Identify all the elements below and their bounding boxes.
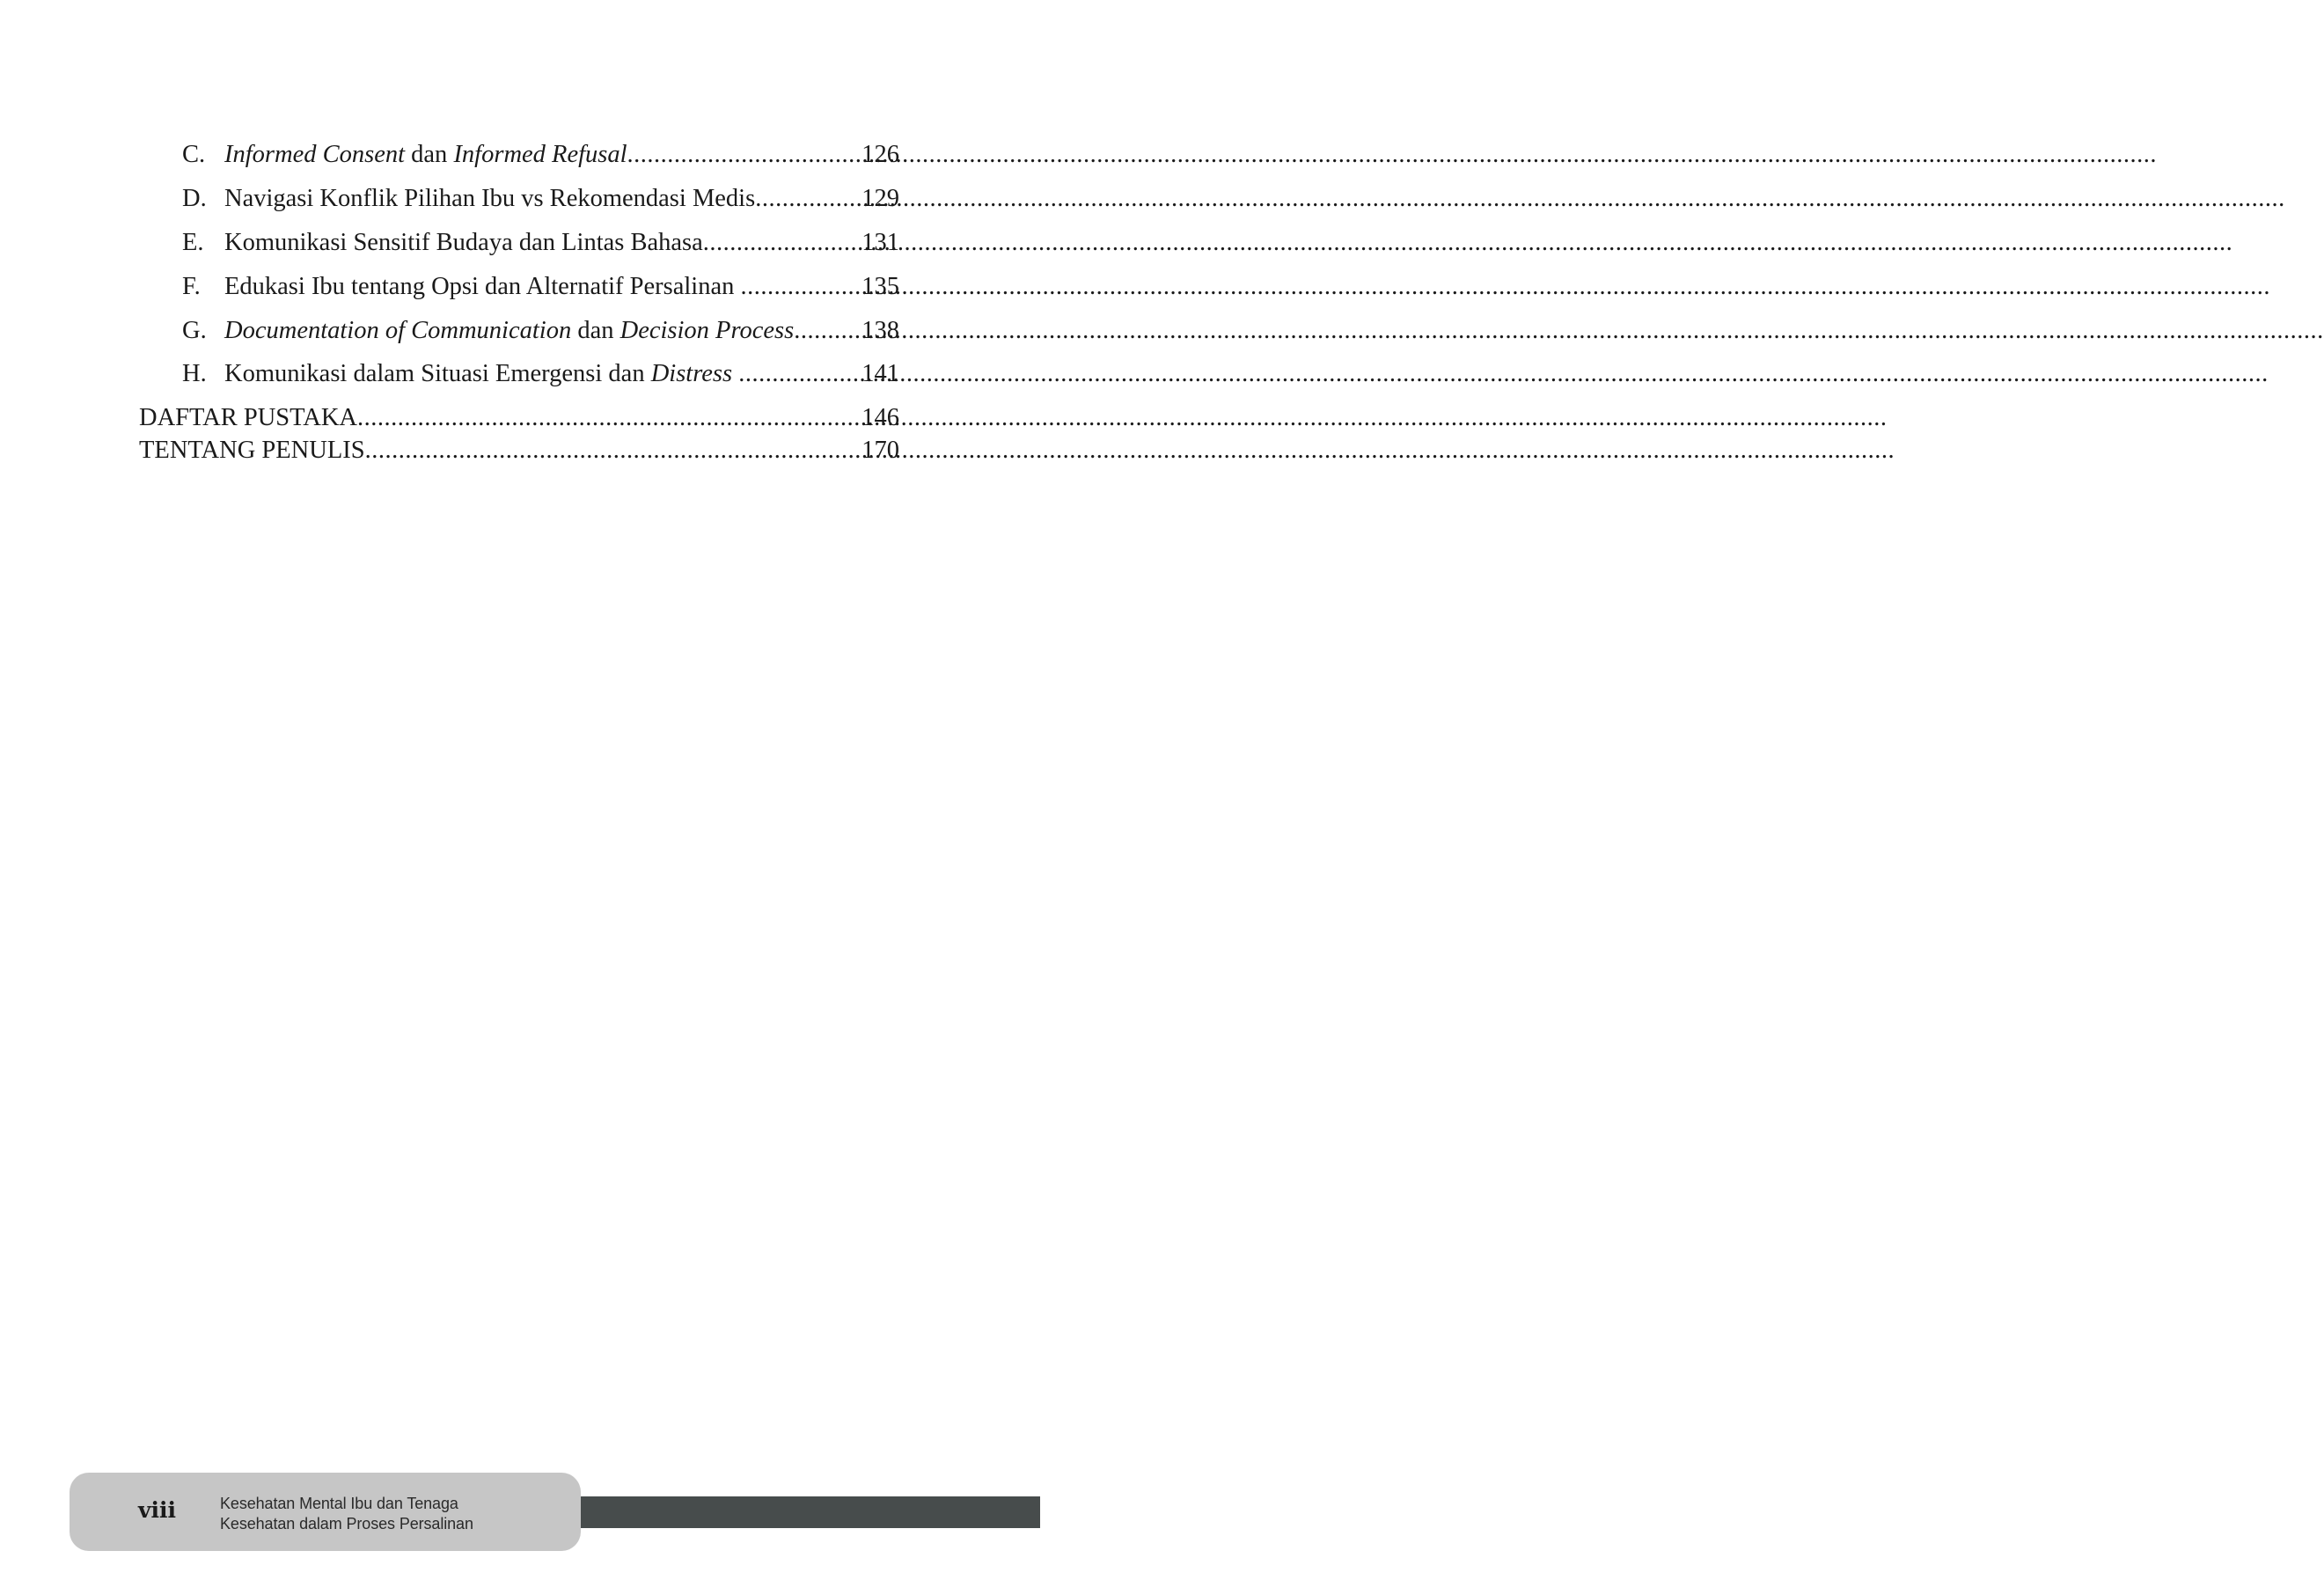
dot-leader — [627, 139, 860, 171]
dot-leader — [755, 183, 859, 215]
title-segment: Komunikasi Sensitif Budaya dan Lintas Bahasa — [224, 229, 703, 256]
toc-entry-letter: D. — [182, 185, 207, 212]
toc-entry-page: 138 — [861, 317, 899, 344]
book-title-line-2: Kesehatan dalam Proses Persalinan — [220, 1515, 473, 1533]
toc-entry-title — [224, 271, 741, 303]
toc-entry-g[interactable] — [182, 315, 899, 347]
title-segment-italic: Decision Process — [619, 317, 795, 344]
title-segment-italic: Distress — [650, 360, 733, 387]
title-segment-italic: Documentation of Communication — [224, 317, 572, 344]
page-number: viii — [138, 1497, 177, 1523]
title-segment — [732, 360, 738, 387]
toc-entry-page: 126 — [861, 141, 899, 168]
toc-entry-title: DAFTAR PUSTAKA — [139, 404, 358, 431]
toc-entry-letter: C. — [182, 141, 206, 168]
toc-entry-letter: F. — [182, 273, 201, 300]
title-segment: Navigasi Konflik Pilihan Ibu vs Rekomendasi Medis — [224, 185, 756, 212]
title-segment-italic: Informed Refusal — [453, 141, 627, 168]
toc-entry-c[interactable] — [182, 139, 899, 171]
toc-entry-daftar-pustaka[interactable] — [139, 402, 899, 434]
toc-entry-letter: G. — [182, 317, 207, 344]
toc-entry-d[interactable] — [182, 183, 899, 215]
toc-entry-page: 141 — [861, 360, 899, 387]
toc-entry-title: TENTANG PENULIS — [139, 437, 365, 464]
table-of-contents — [0, 0, 1040, 493]
book-title-line-1: Kesehatan Mental Ibu dan Tenaga — [220, 1495, 458, 1512]
title-segment: dan — [571, 317, 620, 344]
toc-entry-title — [224, 139, 627, 171]
dot-leader — [357, 402, 859, 434]
toc-entry-title — [224, 183, 755, 215]
dot-leader — [703, 227, 859, 259]
toc-entry-page: 129 — [861, 185, 899, 212]
toc-entry-page: 170 — [861, 437, 899, 464]
toc-entry-letter: E. — [182, 229, 204, 256]
dot-leader — [365, 435, 860, 467]
toc-entry-title — [224, 358, 738, 390]
toc-entry-f[interactable] — [182, 271, 899, 303]
toc-entry-e[interactable] — [182, 227, 899, 259]
title-segment: Edukasi Ibu tentang Opsi dan Alternatif Persalinan — [224, 273, 741, 300]
toc-entry-title — [224, 227, 703, 259]
title-segment-italic: Informed Consent — [224, 141, 406, 168]
title-segment: Komunikasi dalam Situasi Emergensi dan — [224, 360, 651, 387]
toc-entry-page: 131 — [861, 229, 899, 256]
toc-entry-h[interactable] — [182, 358, 899, 390]
title-segment: dan — [405, 141, 454, 168]
toc-entry-title — [224, 315, 794, 347]
dot-leader — [738, 358, 859, 390]
dot-leader — [741, 271, 860, 303]
toc-entry-page: 146 — [861, 404, 899, 431]
toc-entry-tentang-penulis[interactable] — [139, 435, 899, 467]
toc-entry-page: 135 — [861, 273, 899, 300]
toc-entry-letter: H. — [182, 360, 207, 387]
running-book-title — [220, 1494, 473, 1534]
dot-leader — [794, 315, 859, 347]
footer-decorative-bar — [581, 1496, 1040, 1528]
